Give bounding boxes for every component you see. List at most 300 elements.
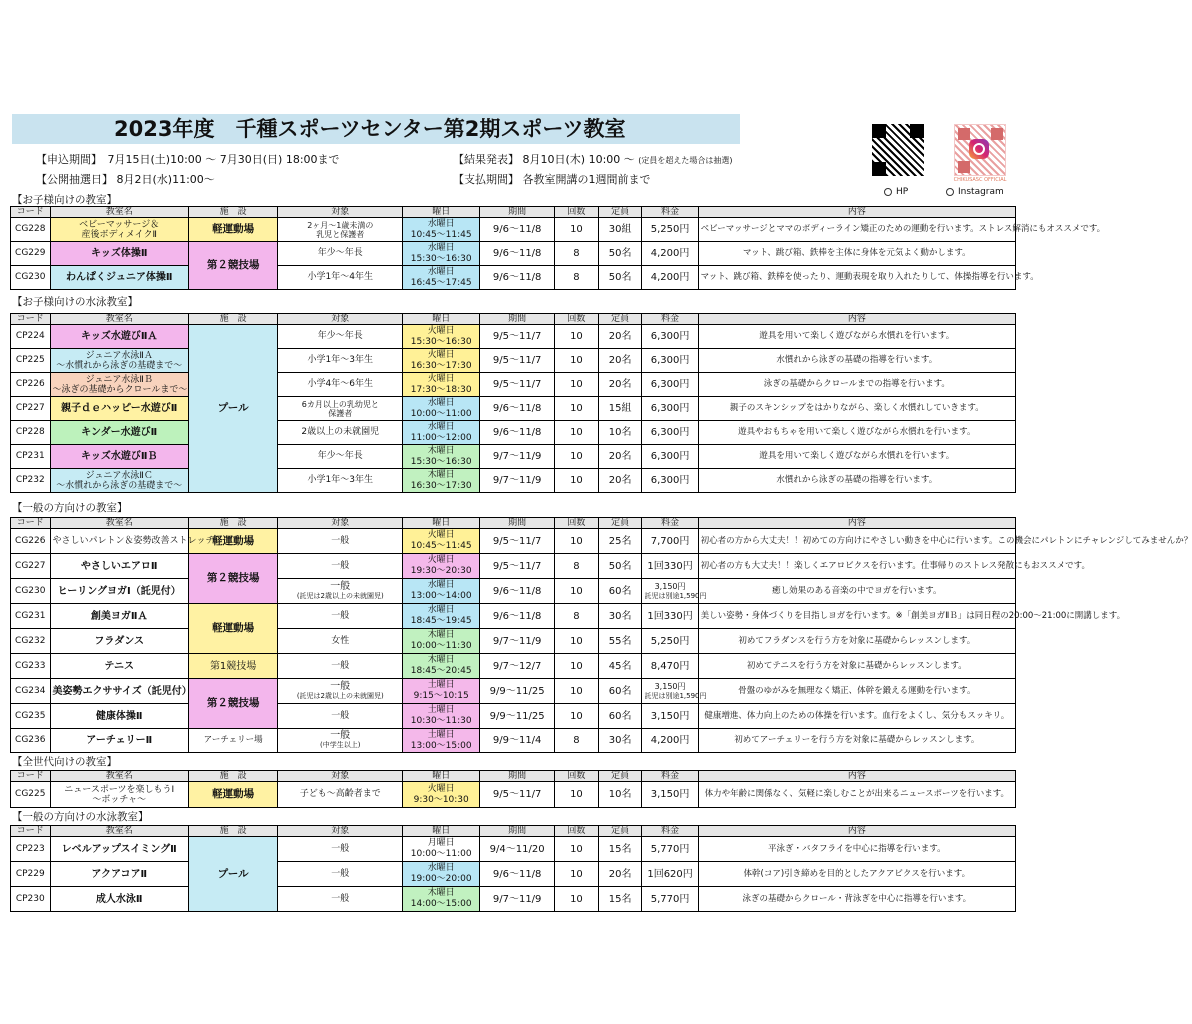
- description: 初めてフラダンスを行う方を対象に基礎からレッスンします。: [698, 629, 1015, 654]
- fee-note: 託児は別途1,590円: [644, 691, 707, 700]
- description: 美しい姿勢・身体づくりを目指しヨガを行います。※「創美ヨガⅡＢ」は同日程の20:00～21:00に開講します。: [698, 604, 1015, 629]
- table-row[interactable]: [11, 654, 1016, 679]
- text-line: 水曜日: [427, 397, 455, 408]
- class-name: [50, 654, 188, 679]
- period: 9/6～11/8: [480, 218, 555, 242]
- target: [278, 654, 403, 679]
- capacity: 45名: [598, 654, 642, 679]
- capacity: 30名: [598, 729, 642, 753]
- description: マット、跳び箱、鉄棒を主体に身体を元気よく動かします。: [698, 242, 1015, 266]
- table-row[interactable]: [11, 529, 1016, 554]
- text-line: 成人水泳Ⅱ: [95, 893, 143, 905]
- target-line: 年少～年長: [317, 451, 363, 461]
- text-line: 9:15～10:15: [413, 691, 469, 701]
- column-header-capacity: 定員: [598, 518, 642, 529]
- session-count: 10: [555, 349, 599, 373]
- description: 体力や年齢に関係なく、気軽に楽しむことが出来るニュースポーツを行います。: [698, 782, 1015, 808]
- fee: 6,300円: [642, 349, 698, 373]
- column-header-code: コード: [11, 826, 51, 837]
- capacity: 55名: [598, 629, 642, 654]
- header-row: [11, 207, 1016, 218]
- text-line: 10:00～11:00: [410, 849, 472, 859]
- capacity: 50名: [598, 242, 642, 266]
- header-row: [11, 314, 1016, 325]
- description: 平泳ぎ・バタフライを中心に指導を行います。: [698, 837, 1015, 862]
- description: 遊具を用いて楽しく遊びながら水慣れを行います。: [698, 445, 1015, 469]
- table-row[interactable]: [11, 242, 1016, 266]
- period: 9/6～11/8: [480, 421, 555, 445]
- period: 9/5～11/7: [480, 529, 555, 554]
- text-line: 火曜日: [427, 349, 455, 360]
- description: 体幹(コア)引き締めを目的としたアクアビクスを行います。: [698, 862, 1015, 887]
- class-code: CG236: [11, 729, 51, 753]
- session-count: 10: [555, 445, 599, 469]
- target-line: 小学4年～6年生: [307, 379, 373, 389]
- fee: [642, 679, 707, 704]
- target: [278, 373, 403, 397]
- session-count: 10: [555, 862, 599, 887]
- period: 9/5～11/7: [480, 373, 555, 397]
- description: 骨盤のゆがみを無理なく矯正、体幹を鍛える運動を行います。: [698, 679, 1015, 704]
- header-row: [11, 771, 1016, 782]
- text-line: 16:30～17:30: [410, 360, 472, 371]
- class-code: CG234: [11, 679, 51, 704]
- table-row[interactable]: [11, 469, 1016, 493]
- fee: 5,250円: [642, 218, 698, 242]
- target: [278, 242, 403, 266]
- fee: 6,300円: [642, 373, 698, 397]
- column-header-target: 対象: [278, 518, 403, 529]
- class-name: [50, 325, 188, 349]
- period: 9/7～11/9: [480, 469, 555, 493]
- class-name: [50, 266, 188, 290]
- column-header-fee: 料金: [642, 518, 698, 529]
- capacity: 20名: [598, 862, 642, 887]
- schedule-table: [10, 825, 1016, 912]
- text-line: 9:30～10:30: [413, 794, 469, 805]
- facility: 軽運動場: [188, 529, 277, 554]
- description: 初めてテニスを行う方を対象に基礎からレッスンします。: [698, 654, 1015, 679]
- text-line: 18:45～19:45: [410, 616, 472, 626]
- facility: 第２競技場: [188, 679, 277, 729]
- text-line: 15:30～16:30: [410, 336, 472, 347]
- target: [278, 421, 403, 445]
- column-header-count: 回数: [555, 771, 599, 782]
- target: [278, 397, 403, 421]
- column-header-facility: 施 設: [188, 771, 277, 782]
- text-line: 木曜日: [427, 445, 455, 456]
- target: [278, 218, 403, 242]
- table-row[interactable]: [11, 629, 1016, 654]
- class-code: CG225: [11, 782, 51, 808]
- column-header-count: 回数: [555, 207, 599, 218]
- text-line: 産後ボディメイクⅡ: [81, 229, 157, 240]
- description: 癒し効果のある音楽の中でヨガを行います。: [698, 579, 1015, 604]
- description: マット、跳び箱、鉄棒を使ったり、運動表現を取り入れたりして、体操指導を行います。: [698, 266, 1015, 290]
- table-row[interactable]: [11, 837, 1016, 862]
- class-name: [50, 469, 188, 493]
- class-code: CG228: [11, 218, 51, 242]
- text-line: 15:30～16:30: [410, 253, 472, 264]
- class-name: [50, 679, 192, 704]
- column-header-target: 対象: [278, 207, 403, 218]
- target-line: 6カ月以上の乳幼児と: [301, 399, 379, 409]
- table-row[interactable]: [11, 349, 1016, 373]
- instagram-icon: [969, 139, 989, 159]
- column-header-day: 曜日: [403, 314, 480, 325]
- target-line: 一般: [331, 535, 350, 546]
- column-header-target: 対象: [278, 314, 403, 325]
- period: 9/4～11/20: [480, 837, 555, 862]
- class-name: [50, 579, 188, 604]
- period: 9/6～11/8: [480, 242, 555, 266]
- results-announcement: [453, 151, 733, 167]
- fee: 6,300円: [642, 469, 698, 493]
- circle-icon: [884, 188, 892, 196]
- fee: 8,470円: [642, 654, 698, 679]
- period: 9/5～11/7: [480, 349, 555, 373]
- target: [278, 887, 403, 912]
- session-count: 10: [555, 654, 599, 679]
- capacity: 25名: [598, 529, 642, 554]
- period: 9/6～11/8: [480, 579, 555, 604]
- class-name: [50, 604, 188, 629]
- section-title: 【お子様向けの教室】: [12, 194, 117, 206]
- class-name: [50, 421, 188, 445]
- fee: 4,200円: [642, 266, 698, 290]
- class-code: CP229: [11, 862, 51, 887]
- day-time: [403, 242, 480, 266]
- payment-period: 【支払期間】 各教室開講の1週間前まで: [453, 173, 651, 186]
- table-row[interactable]: [11, 554, 1016, 579]
- fee: [642, 579, 707, 604]
- text-line: 19:00～20:00: [410, 874, 472, 884]
- class-name: [50, 887, 188, 912]
- fee: 6,300円: [642, 397, 698, 421]
- table-row[interactable]: [11, 218, 1016, 242]
- header-row: [11, 826, 1016, 837]
- class-code: CG226: [11, 529, 51, 554]
- fee: 5,250円: [642, 629, 698, 654]
- period: 9/7～11/9: [480, 629, 555, 654]
- text-line: ヒーリングヨガⅠ（託児付）: [57, 585, 181, 597]
- text-line: 火曜日: [427, 530, 455, 540]
- text-line: 木曜日: [427, 888, 455, 898]
- day-time: [403, 679, 480, 704]
- column-header-count: 回数: [555, 518, 599, 529]
- table-row[interactable]: [11, 862, 1016, 887]
- text-line: 11:00～12:00: [410, 432, 472, 443]
- text-line: ～ボッチャ～: [92, 794, 147, 805]
- session-count: 10: [555, 887, 599, 912]
- session-count: 10: [555, 679, 599, 704]
- text-line: 水曜日: [427, 863, 455, 873]
- table-row[interactable]: [11, 887, 1016, 912]
- day-time: [403, 349, 480, 373]
- target-line: 小学1年～4年生: [307, 272, 373, 282]
- period: 9/5～11/7: [480, 325, 555, 349]
- apply-period: 【申込期間】 7月15日(土)10:00 ～ 7月30日(日) 18:00まで: [36, 153, 340, 166]
- day-time: [403, 445, 480, 469]
- instagram-label-text: Instagram: [958, 187, 1004, 197]
- column-header-name: 教室名: [50, 518, 188, 529]
- fee: 1回620円: [642, 862, 698, 887]
- column-header-desc: 内容: [698, 771, 1015, 782]
- text-line: ジュニア水泳ⅡＢ: [85, 374, 153, 385]
- target-line: 保護者: [328, 408, 353, 418]
- target-line: 小学1年～3年生: [307, 475, 373, 485]
- target-line: 一般: [331, 893, 350, 904]
- facility: 第1競技場: [188, 654, 277, 679]
- class-code: CG233: [11, 654, 51, 679]
- day-time: [403, 397, 480, 421]
- class-code: CG231: [11, 604, 51, 629]
- target: [278, 325, 403, 349]
- capacity: 15組: [598, 397, 642, 421]
- results-note: (定員を超えた場合は抽選): [638, 156, 733, 165]
- target: [278, 679, 403, 704]
- column-header-facility: 施 設: [188, 518, 277, 529]
- text-line: 10:00～11:30: [410, 641, 472, 651]
- target: [278, 629, 403, 654]
- day-time: [403, 704, 480, 729]
- capacity: 20名: [598, 349, 642, 373]
- text-line: 19:30～20:30: [410, 566, 472, 576]
- header-row: [11, 518, 1016, 529]
- day-time: [403, 579, 480, 604]
- capacity: 15名: [598, 837, 642, 862]
- target-line: 2ヶ月～1歳未満の: [307, 220, 374, 230]
- text-line: 16:30～17:30: [410, 480, 472, 491]
- column-header-fee: 料金: [642, 826, 698, 837]
- column-header-count: 回数: [555, 826, 599, 837]
- capacity: 50名: [598, 266, 642, 290]
- capacity: 60名: [598, 679, 642, 704]
- text-line: 14:00～15:00: [410, 899, 472, 909]
- column-header-facility: 施 設: [188, 314, 277, 325]
- table-row[interactable]: [11, 729, 1016, 753]
- text-line: 月曜日: [427, 838, 455, 848]
- capacity: 10名: [598, 421, 642, 445]
- fee: 1回330円: [642, 554, 698, 579]
- column-header-facility: 施 設: [188, 826, 277, 837]
- period: 9/7～11/9: [480, 445, 555, 469]
- target-line: (託児は2歳以上の未就園児): [296, 591, 384, 600]
- class-name: [50, 729, 188, 753]
- text-line: 15:30～16:30: [410, 456, 472, 467]
- circle-icon: [946, 188, 954, 196]
- fee-main: 3,150円: [654, 581, 686, 591]
- text-line: 火曜日: [427, 783, 455, 794]
- session-count: 10: [555, 397, 599, 421]
- class-code: CP224: [11, 325, 51, 349]
- facility: プール: [188, 325, 277, 493]
- text-line: 創美ヨガⅡＡ: [90, 610, 148, 622]
- class-code: CP227: [11, 397, 51, 421]
- column-header-target: 対象: [278, 826, 403, 837]
- class-code: CP232: [11, 469, 51, 493]
- column-header-capacity: 定員: [598, 826, 642, 837]
- column-header-fee: 料金: [642, 771, 698, 782]
- section-title: 【一般の方向けの教室】: [12, 502, 128, 514]
- capacity: 50名: [598, 554, 642, 579]
- column-header-desc: 内容: [698, 314, 1015, 325]
- day-time: [403, 629, 480, 654]
- table-row[interactable]: [11, 421, 1016, 445]
- table-row[interactable]: [11, 266, 1016, 290]
- capacity: 60名: [598, 579, 642, 604]
- table-row[interactable]: [11, 704, 1016, 729]
- capacity: 20名: [598, 325, 642, 349]
- day-time: [403, 469, 480, 493]
- column-header-name: 教室名: [50, 207, 188, 218]
- text-line: レベルアップスイミングⅡ: [61, 843, 177, 855]
- schedule-table: [10, 206, 1106, 290]
- facility: 第２競技場: [188, 554, 277, 604]
- period: 9/7～12/7: [480, 654, 555, 679]
- text-line: ジュニア水泳ⅡＡ: [85, 350, 153, 361]
- text-line: 火曜日: [427, 555, 455, 565]
- table-row[interactable]: [11, 679, 1016, 704]
- class-name: [50, 445, 188, 469]
- day-time: [403, 837, 480, 862]
- capacity: 20名: [598, 445, 642, 469]
- target-line: 年少～年長: [317, 331, 363, 341]
- text-line: キンダー水遊びⅡ: [81, 427, 158, 438]
- capacity: 30組: [598, 218, 642, 242]
- target-line: 女性: [331, 635, 350, 646]
- text-line: 水曜日: [427, 266, 455, 277]
- column-header-period: 期間: [480, 826, 555, 837]
- column-header-fee: 料金: [642, 207, 698, 218]
- column-header-desc: 内容: [698, 207, 1015, 218]
- target: [278, 704, 403, 729]
- session-count: 10: [555, 579, 599, 604]
- description: 水慣れから泳ぎの基礎の指導を行います。: [698, 349, 1015, 373]
- class-code: CP223: [11, 837, 51, 862]
- table-row[interactable]: [11, 782, 1016, 808]
- session-count: 10: [555, 421, 599, 445]
- table-row[interactable]: [11, 445, 1016, 469]
- class-name: [50, 218, 188, 242]
- day-time: [403, 325, 480, 349]
- day-time: [403, 421, 480, 445]
- text-line: やさしいエアロⅡ: [80, 560, 158, 572]
- target-line: 一般: [331, 660, 350, 671]
- target-line: 一般: [330, 580, 351, 592]
- class-name: [50, 782, 188, 808]
- description: 健康増進、体力向上のための体操を行います。血行をよくし、気分もスッキリ。: [698, 704, 1015, 729]
- target-line: (中学生以上): [320, 741, 361, 749]
- target: [278, 529, 403, 554]
- target-line: 子ども～高齢者まで: [299, 789, 381, 799]
- hp-qr-code[interactable]: [872, 124, 924, 176]
- column-header-code: コード: [11, 518, 51, 529]
- column-header-desc: 内容: [698, 518, 1015, 529]
- session-count: 10: [555, 704, 599, 729]
- text-line: 10:30～11:30: [410, 716, 472, 726]
- target: [278, 445, 403, 469]
- day-time: [403, 554, 480, 579]
- hp-label: [884, 187, 908, 197]
- column-header-capacity: 定員: [598, 207, 642, 218]
- text-line: ～水慣れから泳ぎの基礎まで～: [56, 360, 183, 371]
- session-count: 8: [555, 242, 599, 266]
- text-line: 火曜日: [427, 325, 455, 336]
- fee-main: 3,150円: [654, 681, 686, 691]
- period: 9/9～11/4: [480, 729, 555, 753]
- class-code: CG230: [11, 266, 51, 290]
- period: 9/5～11/7: [480, 782, 555, 808]
- instagram-caption: CHIKUSASC OFFICIAL: [953, 177, 1007, 183]
- fee-note: 託児は別途1,590円: [644, 591, 707, 600]
- description: 泳ぎの基礎からクロールまでの指導を行います。: [698, 373, 1015, 397]
- description: 泳ぎの基礎からクロール・背泳ぎを中心に指導を行います。: [698, 887, 1015, 912]
- schedule-table: [10, 313, 1016, 493]
- column-header-name: 教室名: [50, 826, 188, 837]
- class-name: [50, 397, 188, 421]
- column-header-day: 曜日: [403, 771, 480, 782]
- class-name: [50, 862, 188, 887]
- schedule-table: [10, 517, 1192, 753]
- public-draw-date: 【公開抽選日】 8月2日(水)11:00～: [36, 173, 215, 186]
- table-row[interactable]: [11, 397, 1016, 421]
- fee: 4,200円: [642, 729, 698, 753]
- table-row[interactable]: [11, 373, 1016, 397]
- table-row[interactable]: [11, 325, 1016, 349]
- description: 初心者の方も大丈夫！！楽しくエアロビクスを行います。仕事帰りのストレス発散にもおススメです。: [698, 554, 1015, 579]
- text-line: 18:45～20:45: [410, 666, 472, 676]
- target: [278, 579, 403, 604]
- text-line: 健康体操Ⅱ: [95, 710, 143, 722]
- target: [278, 266, 403, 290]
- class-code: CP231: [11, 445, 51, 469]
- target-line: 一般: [330, 680, 351, 692]
- column-header-day: 曜日: [403, 518, 480, 529]
- text-line: キッズ体操Ⅱ: [91, 248, 148, 259]
- text-line: 水曜日: [427, 218, 455, 229]
- facility: 軽運動場: [188, 604, 277, 654]
- facility: 第２競技場: [188, 242, 277, 290]
- column-header-code: コード: [11, 207, 51, 218]
- column-header-target: 対象: [278, 771, 403, 782]
- fee: 4,200円: [642, 242, 698, 266]
- target-line: 小学1年～3年生: [307, 355, 373, 365]
- target-line: 一般: [331, 610, 350, 621]
- text-line: 水曜日: [427, 580, 455, 590]
- period: 9/9～11/25: [480, 679, 555, 704]
- column-header-name: 教室名: [50, 771, 188, 782]
- column-header-capacity: 定員: [598, 314, 642, 325]
- text-line: 水曜日: [427, 421, 455, 432]
- period: 9/5～11/7: [480, 554, 555, 579]
- target-line: 乳児と保護者: [316, 229, 365, 239]
- session-count: 10: [555, 529, 599, 554]
- text-line: やさしいパレトン＆姿勢改善ストレッチ: [52, 536, 215, 546]
- table-row[interactable]: [11, 604, 1016, 629]
- column-header-period: 期間: [480, 518, 555, 529]
- target: [278, 729, 403, 753]
- class-code: CG227: [11, 554, 51, 579]
- target: [278, 604, 403, 629]
- target-line: 2歳以上の未就園児: [301, 427, 380, 437]
- text-line: アクアコアⅡ: [91, 868, 148, 880]
- table-row[interactable]: [11, 579, 1016, 604]
- day-time: [403, 887, 480, 912]
- column-header-fee: 料金: [642, 314, 698, 325]
- description: ベビーマッサージとママのボディーライン矯正のための運動を行います。ストレス解消にもオススメです。: [698, 218, 1015, 242]
- target-line: 年少～年長: [317, 248, 363, 258]
